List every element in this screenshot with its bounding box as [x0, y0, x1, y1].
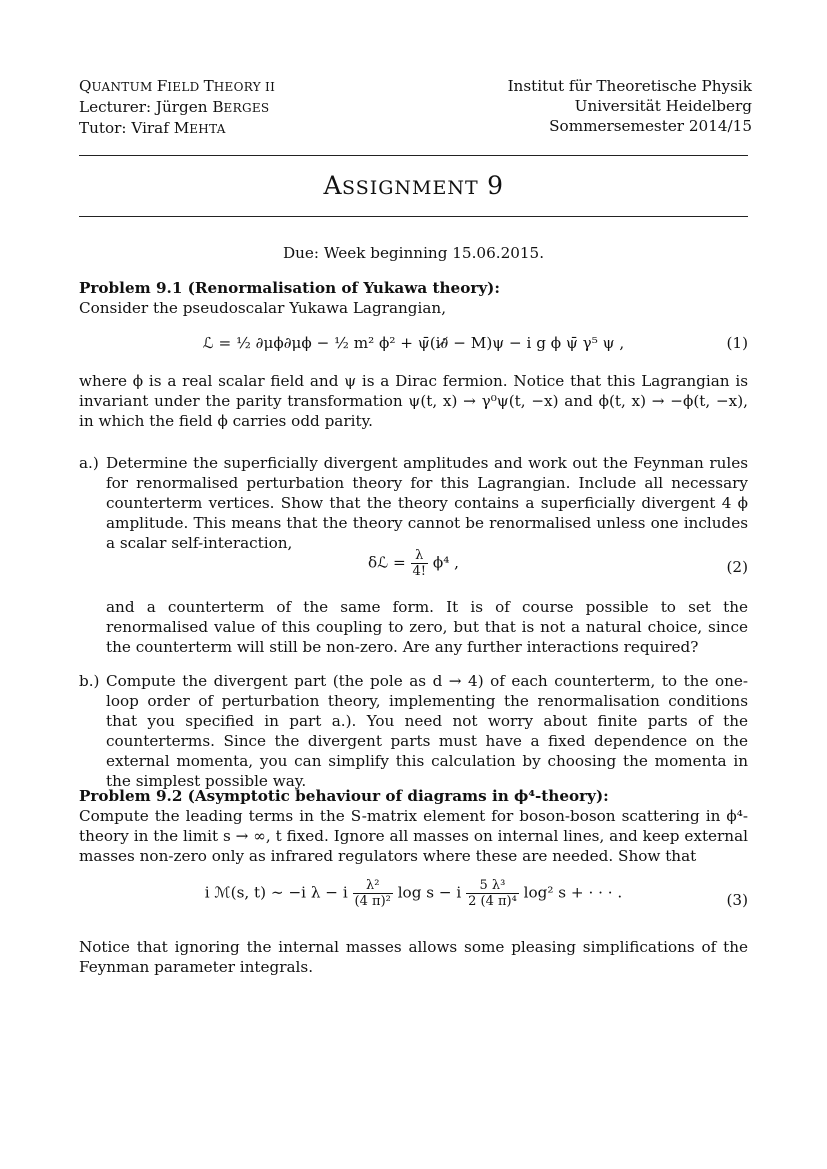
problem-2-paragraph: Compute the leading terms in the S-matrix element for boson-boson scattering in ϕ⁴-theory in the limit s → ∞, t fixed. Ignore all masses on internal lines, and keep external masses non-zero only as infrared regulators where these are needed. Show that: [79, 807, 748, 865]
part-a-text-2: and a counterterm of the same form. It is of course possible to set the renormalised value of this coupling to zero, but that is not a natural choice, since the counterterm will still be non-zero. Are any further interactions required?: [106, 598, 748, 656]
problem-1-paragraph: where ϕ is a real scalar field and ψ is a Dirac fermion. Notice that this Lagrangian is invariant under the parity transformation ψ(t, x) → γ⁰ψ(t, −x) and ϕ(t, x) → −ϕ(t, −x), in which the field ϕ carries odd parity.: [79, 372, 748, 430]
tutor: Tutor: Viraf MEHTA: [79, 119, 226, 137]
semester: Sommersemester 2014/15: [549, 117, 752, 135]
problem-1-intro: Consider the pseudoscalar Yukawa Lagrangian,: [79, 299, 447, 317]
bottom-rule: [79, 216, 748, 217]
part-b-label: b.): [79, 672, 100, 690]
part-a-text: Determine the superficially divergent amplitudes and work out the Feynman rules for renormalised perturbation theory for this Lagrangian. Include all necessary counterterm vertices. Show that the theory contains a superficially divergent 4 ϕ amplitude. This means that the theory cannot be renormalised unless one includes a scalar self-interaction,: [106, 454, 748, 552]
problem-2-closing: Notice that ignoring the internal masses allows some pleasing simplifications of the Feynman parameter integrals.: [79, 938, 748, 976]
equation-3-number: (3): [726, 891, 748, 909]
equation-1-body: ℒ = ½ ∂μϕ∂μϕ − ½ m² ϕ² + ψ̄(i∂̸ − M)ψ − i g ϕ ψ̄ γ⁵ ψ ,: [202, 334, 625, 352]
course-info: [79, 76, 275, 139]
equation-1-number: (1): [726, 334, 748, 352]
equation-3-fraction-2: $\frac{\text{5 λ³}}{\text{2 (4 π)⁴}}$: [468, 878, 517, 909]
problem-2-heading: [79, 786, 748, 806]
problem-1-part-a: [79, 453, 748, 553]
problem-1-part-b: [79, 671, 748, 791]
due-date: Due: Week beginning 15.06.2015.: [282, 244, 545, 262]
part-a-label: a.): [79, 454, 99, 472]
lecturer: Lecturer: Jürgen BERGES: [79, 98, 270, 116]
university: Universität Heidelberg: [574, 97, 752, 115]
problem-2-title: Problem 9.2 (Asymptotic behaviour of diagrams in ϕ⁴-theory):: [79, 787, 609, 805]
institute-info: [508, 76, 752, 136]
equation-1: [79, 333, 748, 355]
equation-2-fraction: $\frac{\lambda}{4!}$: [412, 548, 427, 579]
equation-3: i ℳ(s, t) ∼ −i λ − i $\frac{\text{λ²}}{\text{(4 π)²}}$ log s − i $\frac{\text{5 λ³}}{\text{2 (4 π)⁴}}$ log² s + · · · . (3): [204, 878, 748, 909]
problem-1-part-a-continued: [79, 597, 748, 657]
equation-2-number: (2): [726, 558, 748, 576]
problem-1-heading: [79, 278, 748, 318]
equation-2: δℒ = $\frac{\lambda}{4!}$ ϕ⁴ , (2): [368, 548, 748, 579]
problem-1-title: Problem 9.1 (Renormalisation of Yukawa theory):: [79, 279, 500, 297]
top-rule: [79, 155, 748, 156]
course-title: QUANTUM FIELD THEORY II: [79, 77, 276, 95]
institute: Institut für Theoretische Physik: [507, 77, 752, 95]
equation-3-fraction-1: $\frac{\text{λ²}}{\text{(4 π)²}}$: [354, 878, 391, 909]
part-b-text: Compute the divergent part (the pole as d → 4) of each counterterm, to the one-loop order of perturbation theory, implementing the renormalisation conditions that you specified in part a.). You need not worry about finite parts of the counterterms. Since the divergent parts must have a fixed dependence on the external momenta, you can simplify this calculation by choosing the momenta in the simplest possible way.: [106, 672, 748, 790]
assignment-title: ASSIGNMENT 9: [323, 171, 504, 200]
